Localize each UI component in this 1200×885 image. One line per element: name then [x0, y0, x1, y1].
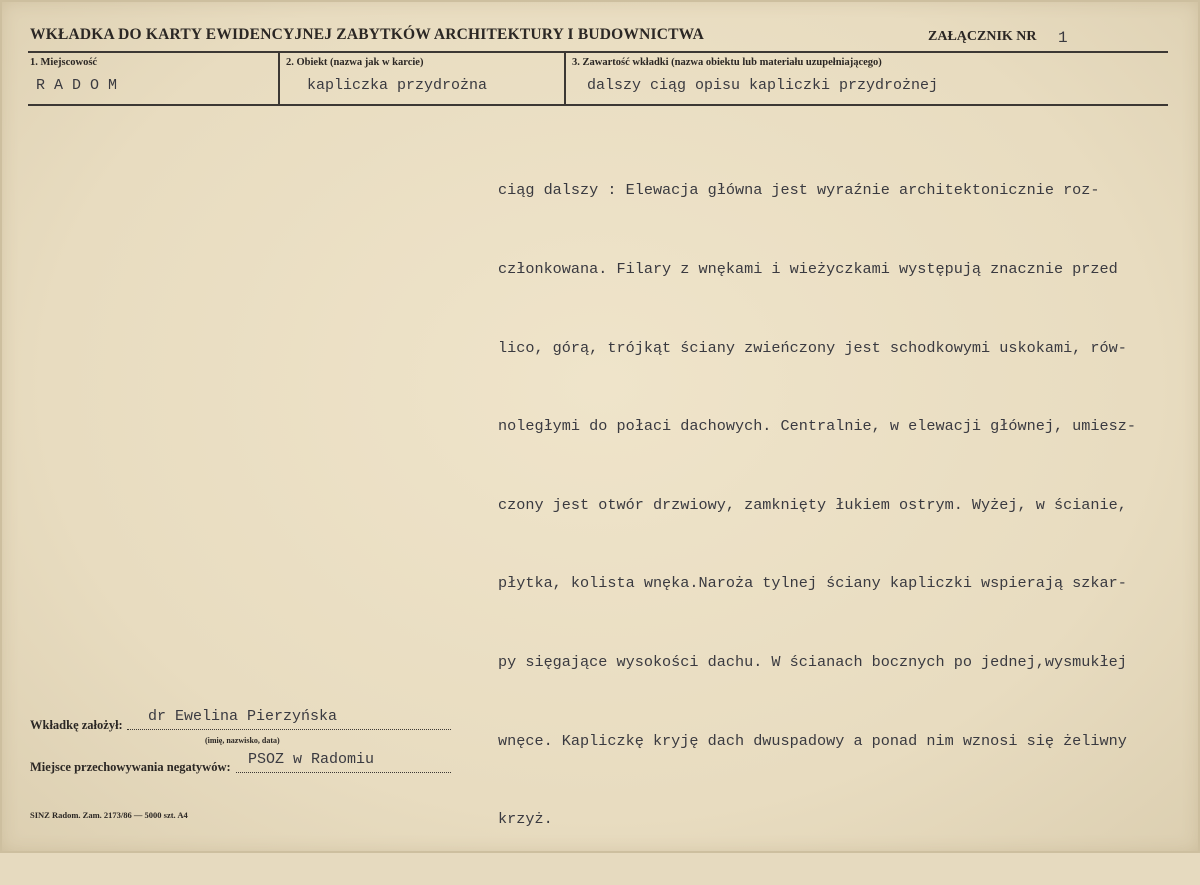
storage-label: Miejsce przechowywania negatywów: [30, 760, 231, 774]
description-line: czony jest otwór drzwiowy, zamknięty łukiem ostrym. Wyżej, w ścianie, [498, 495, 1127, 514]
description-line: py sięgające wysokości dachu. W ścianach bocznych po jednej,wysmukłej [498, 652, 1127, 671]
contents-value: dalszy ciąg opisu kapliczki przydrożnej [587, 77, 939, 94]
description-line: krzyż. [498, 810, 553, 829]
created-by-dotline [127, 729, 451, 730]
storage-value: PSOZ w Radomiu [248, 751, 375, 768]
locality-label: 1. Miejscowość [30, 57, 98, 68]
description-line: ciąg dalszy : Elewacja główna jest wyraźnie architektonicznie roz- [498, 181, 1100, 200]
description-line: noległymi do połaci dachowych. Centralnie, w elewacji głównej, umiesz- [498, 417, 1136, 436]
annex-number: 1 [1058, 29, 1068, 47]
locality-value: RADOM [36, 77, 127, 94]
field-divider-2 [564, 51, 566, 105]
header-rule-top [28, 51, 1168, 53]
annex-label: ZAŁĄCZNIK NR [928, 29, 1037, 44]
description-line: lico, górą, trójkąt ściany zwieńczony jest schodkowymi uskokami, rów- [498, 338, 1127, 357]
description-text [498, 125, 1136, 885]
created-by-value: dr Ewelina Pierzyńska [148, 708, 338, 725]
object-label: 2. Obiekt (nazwa jak w karcie) [286, 57, 424, 68]
field-divider-1 [278, 51, 280, 105]
created-by-label: Wkładkę założył: [30, 718, 123, 732]
object-value: kapliczka przydrożna [307, 77, 488, 94]
contents-label: 3. Zawartość wkładki (nazwa obiektu lub materiału uzupełniającego) [572, 57, 882, 68]
created-by-hint: (imię, nazwisko, data) [205, 736, 280, 745]
description-line: płytka, kolista wnęka.Naroża tylnej ściany kapliczki wspierają szkar- [498, 574, 1127, 593]
description-line: członkowana. Filary z wnękami i wieżyczkami występują znacznie przed [498, 260, 1118, 278]
storage-dotline [236, 772, 451, 773]
header-rule-bottom [28, 104, 1168, 106]
print-info: SINZ Radom. Zam. 2173/86 — 5000 szt. A4 [30, 810, 188, 820]
description-line: wnęce. Kapliczkę kryję dach dwuspadowy a ponad nim wznosi się żeliwny [498, 731, 1127, 750]
form-title: WKŁADKA DO KARTY EWIDENCYJNEJ ZABYTKÓW ARCHITEKTURY I BUDOWNICTWA [30, 26, 705, 43]
